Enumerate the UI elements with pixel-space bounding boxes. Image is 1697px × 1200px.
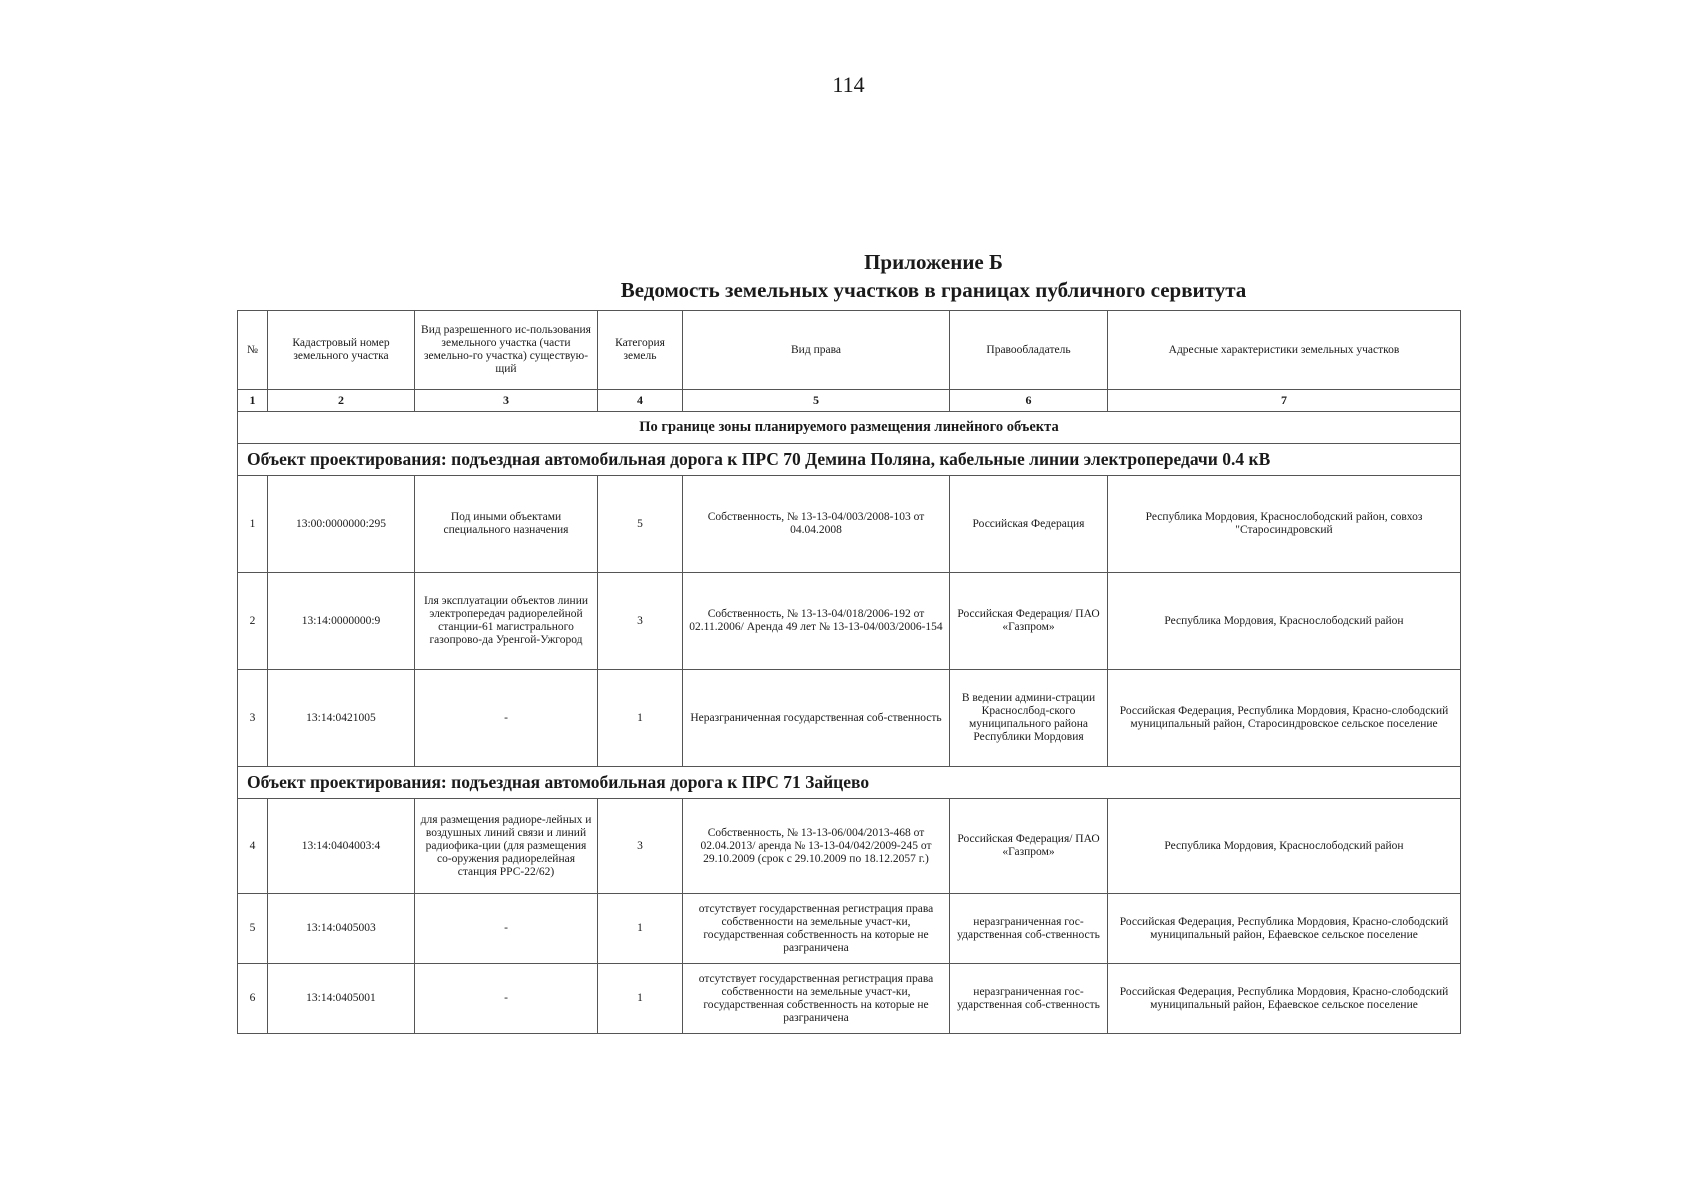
right-holder-cell: неразграниченная гос-ударственная соб-ственность <box>950 894 1108 964</box>
right-type-cell: Неразграниченная государственная соб-ственность <box>683 670 950 767</box>
cadastral-number-cell: 13:00:0000000:295 <box>268 476 415 573</box>
page-number: 114 <box>832 72 865 97</box>
header-cell-cadastral: Кадастровый номер земельного участка <box>268 311 415 390</box>
address-cell: Российская Федерация, Республика Мордовия, Красно-слободский муниципальный район, Ефаевское сельское поселение <box>1108 894 1461 964</box>
right-type-cell: Собственность, № 13-13-06/004/2013-468 от 02.04.2013/ аренда № 13-13-04/042/2009-245 от 29.10.2009 (срок с 29.10.2009 по 18.12.2057 г.) <box>683 799 950 894</box>
row-number-cell: 5 <box>238 894 268 964</box>
land-category-cell: 5 <box>598 476 683 573</box>
table-row <box>238 799 1461 894</box>
column-number: 2 <box>268 390 415 412</box>
table-row <box>238 670 1461 767</box>
table-row <box>238 964 1461 1034</box>
header-cell-address: Адресные характеристики земельных участков <box>1108 311 1461 390</box>
row-number-cell: 1 <box>238 476 268 573</box>
header-cell-holder: Правообладатель <box>950 311 1108 390</box>
address-cell: Российская Федерация, Республика Мордовия, Красно-слободский муниципальный район, Старосиндровское сельское поселение <box>1108 670 1461 767</box>
permitted-use-cell: Под иными объектами специального назначения <box>415 476 598 573</box>
row-number-cell: 6 <box>238 964 268 1034</box>
table-row <box>238 476 1461 573</box>
land-plots-table <box>237 310 1461 1034</box>
permitted-use-cell: - <box>415 670 598 767</box>
zone-row <box>238 412 1461 444</box>
object-section-title: Объект проектирования: подъездная автомобильная дорога к ПРС 70 Демина Поляна, кабельные линии электропередачи 0.4 кВ <box>238 444 1461 476</box>
cadastral-number-cell: 13:14:0421005 <box>268 670 415 767</box>
land-category-cell: 3 <box>598 799 683 894</box>
object-section-row <box>238 444 1461 476</box>
cadastral-number-cell: 13:14:0405003 <box>268 894 415 964</box>
row-number-cell: 3 <box>238 670 268 767</box>
column-number: 5 <box>683 390 950 412</box>
right-type-cell: Собственность, № 13-13-04/018/2006-192 от 02.11.2006/ Аренда 49 лет № 13-13-04/003/2006-154 <box>683 573 950 670</box>
column-number: 4 <box>598 390 683 412</box>
header-cell-number: № <box>238 311 268 390</box>
column-number-row <box>238 390 1461 412</box>
permitted-use-cell: для размещения радиоре-лейных и воздушных линий связи и линий радиофика-ции (для размещения со-оружения радиорелейная станция РРС-22/62) <box>415 799 598 894</box>
right-holder-cell: неразграниченная гос-ударственная соб-ственность <box>950 964 1108 1034</box>
address-cell: Республика Мордовия, Краснослободский район, совхоз "Старосиндровский <box>1108 476 1461 573</box>
column-number: 1 <box>238 390 268 412</box>
header-row <box>238 311 1461 390</box>
table-row <box>238 573 1461 670</box>
column-number: 7 <box>1108 390 1461 412</box>
land-category-cell: 1 <box>598 670 683 767</box>
column-number: 3 <box>415 390 598 412</box>
land-category-cell: 1 <box>598 964 683 1034</box>
table-row <box>238 894 1461 964</box>
permitted-use-cell: - <box>415 964 598 1034</box>
header-cell-usage: Вид разрешенного ис-пользования земельного участка (части земельно-го участка) существую-щий <box>415 311 598 390</box>
land-category-cell: 1 <box>598 894 683 964</box>
cadastral-number-cell: 13:14:0000000:9 <box>268 573 415 670</box>
permitted-use-cell: - <box>415 894 598 964</box>
right-type-cell: отсутствует государственная регистрация права собственности на земельные участ-ки, государственная собственность на которые не разграничена <box>683 894 950 964</box>
header-cell-right: Вид права <box>683 311 950 390</box>
cadastral-number-cell: 13:14:0404003:4 <box>268 799 415 894</box>
row-number-cell: 4 <box>238 799 268 894</box>
table-body <box>238 311 1461 1034</box>
right-holder-cell: Российская Федерация/ ПАО «Газпром» <box>950 799 1108 894</box>
right-holder-cell: Российская Федерация/ ПАО «Газпром» <box>950 573 1108 670</box>
address-cell: Республика Мордовия, Краснослободский район <box>1108 799 1461 894</box>
right-holder-cell: Российская Федерация <box>950 476 1108 573</box>
address-cell: Российская Федерация, Республика Мордовия, Красно-слободский муниципальный район, Ефаевское сельское поселение <box>1108 964 1461 1034</box>
header-cell-category: Категория земель <box>598 311 683 390</box>
right-holder-cell: В ведении админи-страции Краснослбод-ского муниципального района Республики Мордовия <box>950 670 1108 767</box>
right-type-cell: отсутствует государственная регистрация права собственности на земельные участ-ки, государственная собственность на которые не разграничена <box>683 964 950 1034</box>
cadastral-number-cell: 13:14:0405001 <box>268 964 415 1034</box>
zone-label: По границе зоны планируемого размещения линейного объекта <box>238 412 1461 444</box>
address-cell: Республика Мордовия, Краснослободский район <box>1108 573 1461 670</box>
object-section-title: Объект проектирования: подъездная автомобильная дорога к ПРС 71 Зайцево <box>238 767 1461 799</box>
permitted-use-cell: Iля эксплуатации объектов линии электропередач радиорелейной станции-61 магистрального газопрово-да Уренгой-Ужгород <box>415 573 598 670</box>
row-number-cell: 2 <box>238 573 268 670</box>
land-category-cell: 3 <box>598 573 683 670</box>
object-section-row <box>238 767 1461 799</box>
appendix-title: Приложение Б <box>864 250 1003 274</box>
column-number: 6 <box>950 390 1108 412</box>
right-type-cell: Собственность, № 13-13-04/003/2008-103 от 04.04.2008 <box>683 476 950 573</box>
statement-title: Ведомость земельных участков в границах публичного сервитута <box>620 278 1247 302</box>
